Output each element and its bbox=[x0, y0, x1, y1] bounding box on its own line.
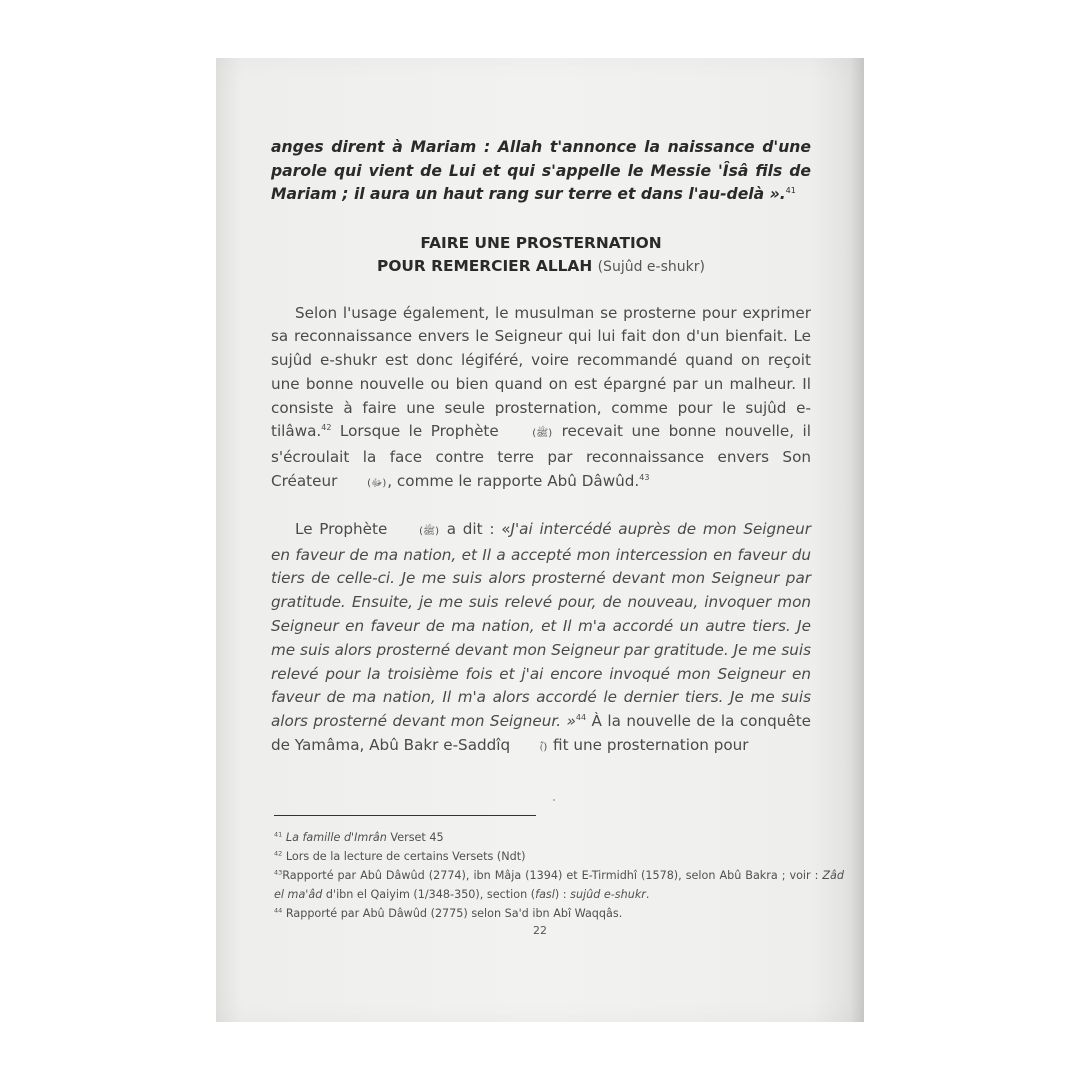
heading-line-1: FAIRE UNE PROSTERNATION bbox=[420, 233, 662, 252]
footnote-43: $^{43}$Rapporté par Abû Dâwûd (2774), ibn Mâja (1394) et E-Tirmidhî (1578), selon Abû Bakra ; voir : Zâd el ma'âd d'ibn el Qaiyim (1/348-350), section (fasl) : sujûd e-shukr. bbox=[274, 868, 844, 901]
honorific-icon: (ﷻ) bbox=[367, 478, 387, 490]
honorific-icon: (ؓ) bbox=[539, 742, 548, 754]
hadith-quote: J'ai intercédé auprès de mon Seigneur en faveur de ma nation, et Il a accepté mon intercession en faveur du tiers de celle-ci. Je me suis alors prosterné devant mon Seigneur par gratitude. Ensuite, je me suis relevé pour, de nouveau, invoquer mon Seigneur en faveur de ma nation, et Il m'a accordé un autre tiers. Je me suis alors prosterné devant mon Seigneur par gratitude. Je me suis relevé pour la troisième fois et j'ai encore invoqué mon Seigneur en faveur de ma nation, Il m'a alors accordé le dernier tiers. Je me suis alors prosterné devant mon Seigneur. » bbox=[271, 519, 812, 731]
footnote-ref-43: 43 bbox=[639, 473, 650, 483]
speck bbox=[553, 799, 555, 801]
honorific-icon: (ﷺ) bbox=[419, 525, 439, 537]
footnote-ref-44: 44 bbox=[575, 713, 587, 723]
footnote-41: $^{41}$ La famille d'Imrân Verset 45 bbox=[274, 830, 444, 844]
footnote-42: $^{42}$ Lors de la lecture de certains Versets (Ndt) bbox=[274, 849, 526, 863]
book-page bbox=[216, 58, 864, 1022]
footnote-divider bbox=[274, 815, 536, 816]
page-number: 22 bbox=[533, 924, 547, 937]
heading-subtitle: (Sujûd e-shukr) bbox=[597, 258, 705, 275]
footnote-ref-41: 41 bbox=[785, 185, 796, 195]
paragraph-1: Selon l'usage également, le musulman se prosterne pour exprimer sa reconnaissance envers le Seigneur qui lui fait don d'un bienfait. Le sujûd e-shukr est donc légiféré, voire recommandé quand on reçoit une bonne nouvelle ou bien quand on est épargné par un malheur. Il consiste à faire une seule prosternation, comme pour le sujûd e-tilâwa.$^{42}$ Lorsque le Prophète (ﷺ) recevait une bonne nouvelle, il s'écroulait la face contre terre par reconnaissance envers Son Créateur (ﷻ), comme le rapporte Abû Dâwûd.$^{43}$ bbox=[271, 302, 811, 496]
quran-quote: anges dirent à Mariam : Allah t'annonce la naissance d'une parole qui vient de Lui et qui s'appelle le Messie 'Îsâ fils de Mariam ; il aura un haut rang sur terre et dans l'au-delà ».$^{41}$ bbox=[271, 138, 811, 203]
body-text bbox=[271, 136, 811, 782]
footnote-ref-42: 42 bbox=[321, 423, 332, 433]
footnotes bbox=[274, 828, 844, 923]
section-heading bbox=[271, 232, 811, 279]
paragraph-2: Le Prophète (ﷺ) a dit : «J'ai intercédé auprès de mon Seigneur en faveur de ma nation, et Il a accepté mon intercession en faveur du tiers de celle-ci. Je me suis alors prosterné devant mon Seigneur par gratitude. Ensuite, je me suis relevé pour, de nouveau, invoquer mon Seigneur en faveur de ma nation, et Il m'a accordé un autre tiers. Je me suis alors prosterné devant mon Seigneur par gratitude. Je me suis relevé pour la troisième fois et j'ai encore invoqué mon Seigneur en faveur de ma nation, Il m'a alors accordé le dernier tiers. Je me suis alors prosterné devant mon Seigneur. »$^{44}$ À la nouvelle de la conquête de Yamâma, Abû Bakr e-Saddîq (ؓ) fit une prosternation pour bbox=[271, 518, 811, 760]
heading-line-2: POUR REMERCIER ALLAH (Sujûd e-shukr) bbox=[377, 256, 705, 275]
footnote-44: $^{44}$ Rapporté par Abû Dâwûd (2775) selon Sa'd ibn Abî Waqqâs. bbox=[274, 906, 623, 920]
honorific-icon: (ﷺ) bbox=[532, 428, 553, 440]
